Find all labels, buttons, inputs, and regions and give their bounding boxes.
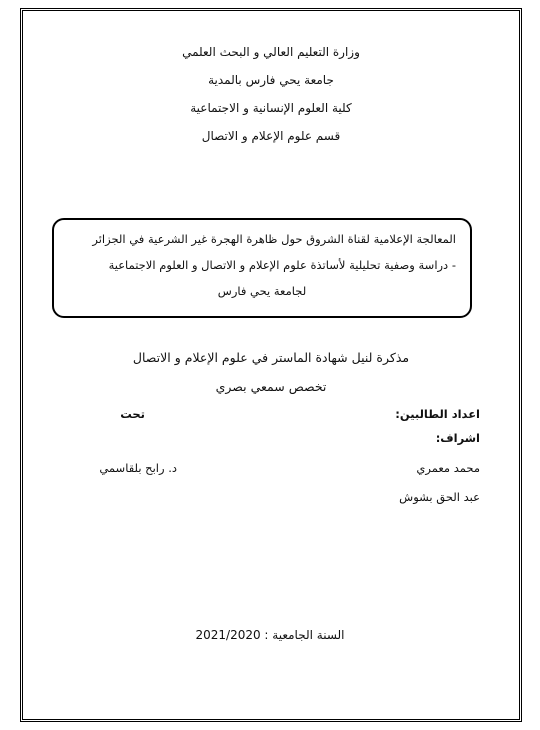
student-name-2: عبد الحق بشوش bbox=[399, 490, 480, 504]
ministry-name: وزارة التعليم العالي و البحث العلمي bbox=[182, 45, 360, 59]
thesis-purpose: مذكرة لنيل شهادة الماستر في علوم الإعلام و الاتصال bbox=[132, 350, 410, 365]
thesis-title-line2: - دراسة وصفية تحليلية لأساتذة علوم الإعلام و الاتصال و العلوم الاجتماعية bbox=[108, 258, 456, 272]
thesis-title-line1: المعالجة الإعلامية لقناة الشروق حول ظاهرة الهجرة غير الشرعية في الجزائر bbox=[92, 232, 456, 246]
thesis-specialty: تخصص سمعي بصري bbox=[215, 379, 327, 394]
student-name-1: محمد معمري bbox=[416, 461, 480, 475]
thesis-title-box bbox=[52, 218, 472, 318]
department-name: قسم علوم الإعلام و الاتصال bbox=[201, 129, 341, 143]
university-name: جامعة يحي فارس بالمدية bbox=[208, 73, 334, 87]
students-label: اعداد الطالبين: bbox=[395, 407, 480, 421]
thesis-title-line3: لجامعة يحي فارس bbox=[217, 284, 307, 298]
supervision-label: اشراف: bbox=[435, 431, 480, 445]
under-label: تحت bbox=[120, 407, 145, 421]
faculty-name: كلية العلوم الإنسانية و الاجتماعية bbox=[190, 101, 352, 115]
academic-year: السنة الجامعية : 2021/2020 bbox=[195, 628, 345, 642]
supervisor-name: د. رابح بلقاسمي bbox=[99, 461, 177, 475]
